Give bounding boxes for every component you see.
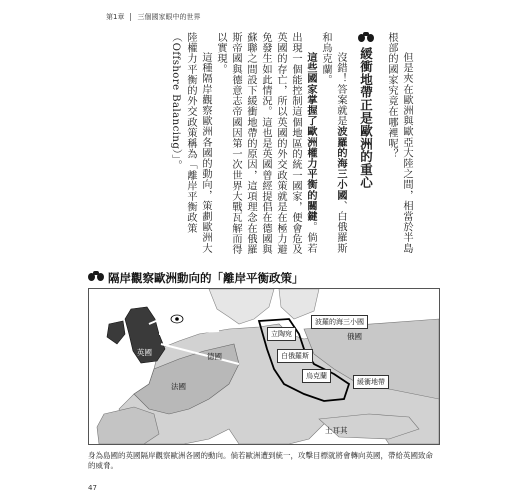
label-russia: 俄國 <box>347 332 362 341</box>
label-belarus: 白俄羅斯 <box>277 349 313 363</box>
label-lithuania: 立陶宛 <box>267 327 296 341</box>
chapter-title: 三個國家眼中的世界 <box>137 13 201 21</box>
binoculars-icon <box>358 32 374 43</box>
label-buffer-zone: 緩衝地帶 <box>353 375 389 389</box>
section-heading-text: 緩衝地帶正是歐洲的重心 <box>358 47 374 189</box>
answer-plain: 沒錯！答案就是 <box>335 52 346 127</box>
label-germany: 德國 <box>207 352 222 361</box>
answer-bold: 波羅的海三小國 <box>335 126 346 201</box>
map-caption: 身為島國的英國隔岸觀察歐洲各國的動向。倘若歐洲遭到統一，攻擊目標就將會轉向英國，帶給英國致命的威脅。 <box>88 451 433 470</box>
label-ukraine: 烏克蘭 <box>302 369 331 383</box>
binoculars-icon <box>88 271 104 282</box>
page-number: 47 <box>88 484 97 492</box>
answer-paragraph <box>318 32 348 257</box>
balance-bold: 這些國家掌握了歐洲權力平衡的關鍵 <box>305 52 316 222</box>
vertical-body-text <box>168 32 414 257</box>
map-graphic <box>89 289 439 444</box>
label-britain: 英國 <box>137 348 152 357</box>
map-title-text: 隔岸觀察歐洲動向的「離岸平衡政策」 <box>108 271 304 285</box>
label-france: 法國 <box>171 382 186 391</box>
header-divider <box>130 13 131 21</box>
label-baltic-states: 波羅的海三小國 <box>311 315 368 329</box>
offshore-paragraph: 這種隔岸觀察歐洲各國的動向，策劃歐洲大陸權力平衡的外交政策稱為「離岸平衡政策（Offshore Balancing）」。 <box>170 32 211 254</box>
eye-pupil <box>175 317 179 321</box>
balance-rest: 。倘若出現一個能控制這個地區的統一國家，便會危及英國的存亡，所以英國的外交政策就是在極力避免發生如此情況。這也是英國曾經提倡在德國與蘇聯之間設下緩衝地帶的原因，這項理念在俄羅斯帝國與德意志帝國因第一次世界大戰瓦解而得以實現。 <box>215 32 316 255</box>
section-heading <box>358 32 374 257</box>
balance-paragraph <box>213 32 318 257</box>
answer-rest: 、白俄羅斯和烏克蘭。 <box>320 32 346 254</box>
label-turkey: 土耳其 <box>325 426 348 435</box>
europe-map <box>88 288 440 445</box>
map-title <box>88 270 304 286</box>
chapter-label: 第1章 <box>106 13 125 21</box>
running-header <box>106 12 200 22</box>
intro-paragraph: 但是夾在歐洲與歐亞大陸之間，相當於半島根部的國家究竟在哪裡呢？ <box>386 32 412 254</box>
